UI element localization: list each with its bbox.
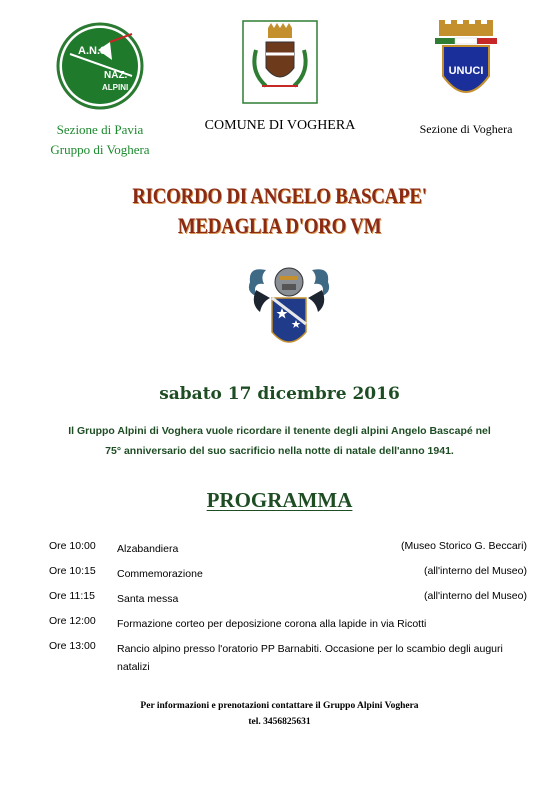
program-desc: Rancio alpino presso l'oratorio PP Barnabiti. Occasione per lo scambio degli auguri natalizi (117, 643, 503, 673)
unuci-caption: Sezione di Voghera (419, 122, 513, 136)
ana-caption-line1: Sezione di Pavia (56, 122, 144, 137)
ana-logo-text-bot: ALPINI (102, 83, 129, 92)
unuci-crest-icon (431, 18, 501, 106)
programma-heading-text: PROGRAMMA (206, 488, 353, 512)
ana-caption-line2: Gruppo di Voghera (50, 142, 150, 157)
ana-logo (40, 20, 160, 112)
programma-heading (0, 488, 559, 513)
event-date: sabato 17 dicembre 2016 (159, 384, 400, 404)
program-place: (all'interno del Museo) (424, 590, 527, 602)
program-time: Ore 10:00 (49, 540, 96, 552)
footer-tel: tel. 3456825631 (248, 717, 311, 727)
program-time: Ore 12:00 (49, 615, 96, 627)
program-time: Ore 10:15 (49, 565, 96, 577)
intro-line1: Il Gruppo Alpini di Voghera vuole ricordare il tenente degli alpini Angelo Bascapé nel (68, 425, 491, 437)
ana-logo-text-top: A.N.S. (78, 45, 111, 57)
program-place: (all'interno del Museo) (424, 565, 527, 577)
title-line1: RICORDO DI ANGELO BASCAPE' (132, 183, 427, 208)
program-desc: Alzabandiera (117, 543, 179, 555)
bascape-family-crest-icon (246, 262, 332, 352)
unuci-logo-block (400, 18, 532, 137)
ana-logo-text-mid: NAZ. (104, 70, 128, 81)
comune-caption: COMUNE DI VOGHERA (204, 118, 356, 133)
title-line2: MEDAGLIA D'ORO VM (177, 213, 382, 238)
program-desc: Santa messa (117, 593, 179, 605)
program-desc: Formazione corteo per deposizione corona alla lapide in via Ricotti (117, 618, 427, 630)
ana-logo-block (40, 20, 160, 157)
comune-crest-icon (242, 20, 318, 104)
program-desc: Commemorazione (117, 568, 203, 580)
intro-line2: 75° anniversario del suo sacrificio nella notte di natale dell'anno 1941. (105, 445, 454, 457)
footer-info: Per informazioni e prenotazioni contattare il Gruppo Alpini Voghera (140, 701, 419, 711)
program-time: Ore 13:00 (49, 640, 96, 652)
comune-logo-block (190, 20, 370, 134)
unuci-logo-text: UNUCI (448, 65, 484, 77)
program-time: Ore 11:15 (49, 590, 95, 602)
program-place: (Museo Storico G. Beccari) (400, 540, 527, 552)
